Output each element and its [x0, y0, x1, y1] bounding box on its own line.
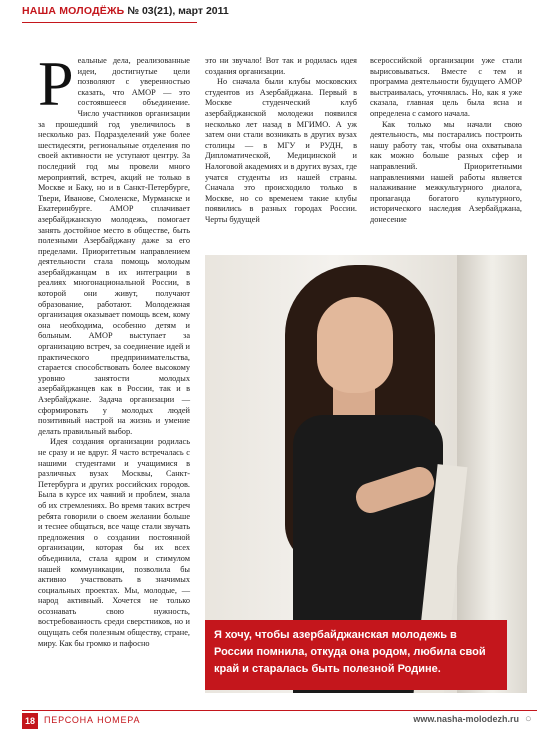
footer-rule [22, 710, 537, 711]
page-header [22, 5, 542, 27]
article-paragraph: Идея создания организации родилась не сразу и не вдруг. Я часто встречалась с нашими студентами и учащимися в различных вузах Москвы, Санкт-Петербурга и других российских городов. Была в курсе их чаяний и проблем, знала об их стремлениях. Во время таких встреч ребята говорили о своем желании больше и теснее общаться, все чаще стали звучать предложения о создании постоянной организации, которая бы их всех объединила, стала ядром и стимулом нашей коммуникации, позволила бы активно участвовать в значимых социальных проектах. Мы, молодые, — народ активный. Хочется не только осознавать свою нужность, востребованность среди сверстников, но и ощущать себя полезным обществу, стране, миру. Как бы громко и пафосно [38, 437, 190, 648]
page-number: 18 [22, 713, 38, 729]
article-paragraph: это ни звучало! Вот так и родилась идея создания организации. [205, 56, 357, 76]
article-column-2 [205, 56, 357, 226]
article-paragraph: всероссийской организации уже стали вырисовываться. Вместе с тем и программа деятельности будущего АМОР выстраивалась, уточнялась. Но, как я уже сказала, главная цель была ясна и определена с самого начала. [370, 56, 522, 118]
issue-info: № 03(21), март 2011 [127, 5, 229, 17]
magazine-name: НАША МОЛОДЁЖЬ [22, 5, 125, 17]
article-paragraph: Как только мы начали свою деятельность, мы постарались построить нашу работу так, чтобы она охватывала как можно больше разных сфер и направлений. Приоритетными направлениями нашей работы является налаживание межкультурного диалога, пропаганда богатого культурного, исторического наследия Азербайджана, донесение [370, 119, 522, 224]
header-rule [22, 22, 197, 23]
site-url: www.nasha-molodezh.ru [413, 714, 519, 724]
photo-face [317, 297, 393, 393]
article-column-1 [38, 48, 190, 649]
section-name: ПЕРСОНА НОМЕРА [44, 715, 141, 725]
article-column-3 [370, 56, 522, 226]
mouse-icon: ○ [525, 713, 532, 725]
pull-quote: Я хочу, чтобы азербайджанская молодежь в России помнила, откуда она родом, любила свой край и старалась быть полезной Родине. [205, 620, 507, 690]
article-paragraph: Но сначала были клубы московских студентов из Азербайджана. Первый в Москве студенческий клуб азербайджанской молодежи появился несколько лет назад в МГИМО. А уж затем они стали возникать в других вузах столицы — в МГУ и РУДН, в Дипломатической, Медицинской и Налоговой академиях и в других вузах, где учатся студенты из нашей страны. Сначала это происходило только в Москве, но со временем такие клубы появились в разных городах России. Черты будущей [205, 77, 357, 224]
article-paragraph: Реальные дела, реализованные идеи, достигнутые цели позволяют с уверенностью сказать, что АМОР — это состоявшееся объединение. Число участников организации за прошедший год увеличилось в несколько раз. Подразделений уже более шестидесяти, региональные отделения по своей активности не уступают центру. За последний год мы провели много мероприятий, встреч, акций не только в Москве и Баку, но и в Санкт-Петербурге, Твери, Иванове, Смоленске, Мурманске и Екатеринбурге. АМОР сплачивает азербайджанскую молодежь, помогает занять достойное место в обществе, быть полезными Азербайджану даже за его пределами. Приоритетным направлением деятельности стала помощь молодым азербайджанцам в их интеграции в реалиях многонациональной России, в которой они живут, получают образование, работают. Молодежная организация оказывает помощь всем, кому она необходима, особенно детям и больным. АМОР выступает за организацию встреч, за соединение идей и практического предпринимательства, старается способствовать более высокому уровню занятости молодых азербайджанцев как в России, так и в Азербайджане. Задача организации — сформировать у молодых людей позитивный настрой на жизнь и умение делать правильный выбор. [38, 48, 190, 436]
page-footer [22, 713, 537, 731]
drop-cap: Р [38, 48, 74, 119]
